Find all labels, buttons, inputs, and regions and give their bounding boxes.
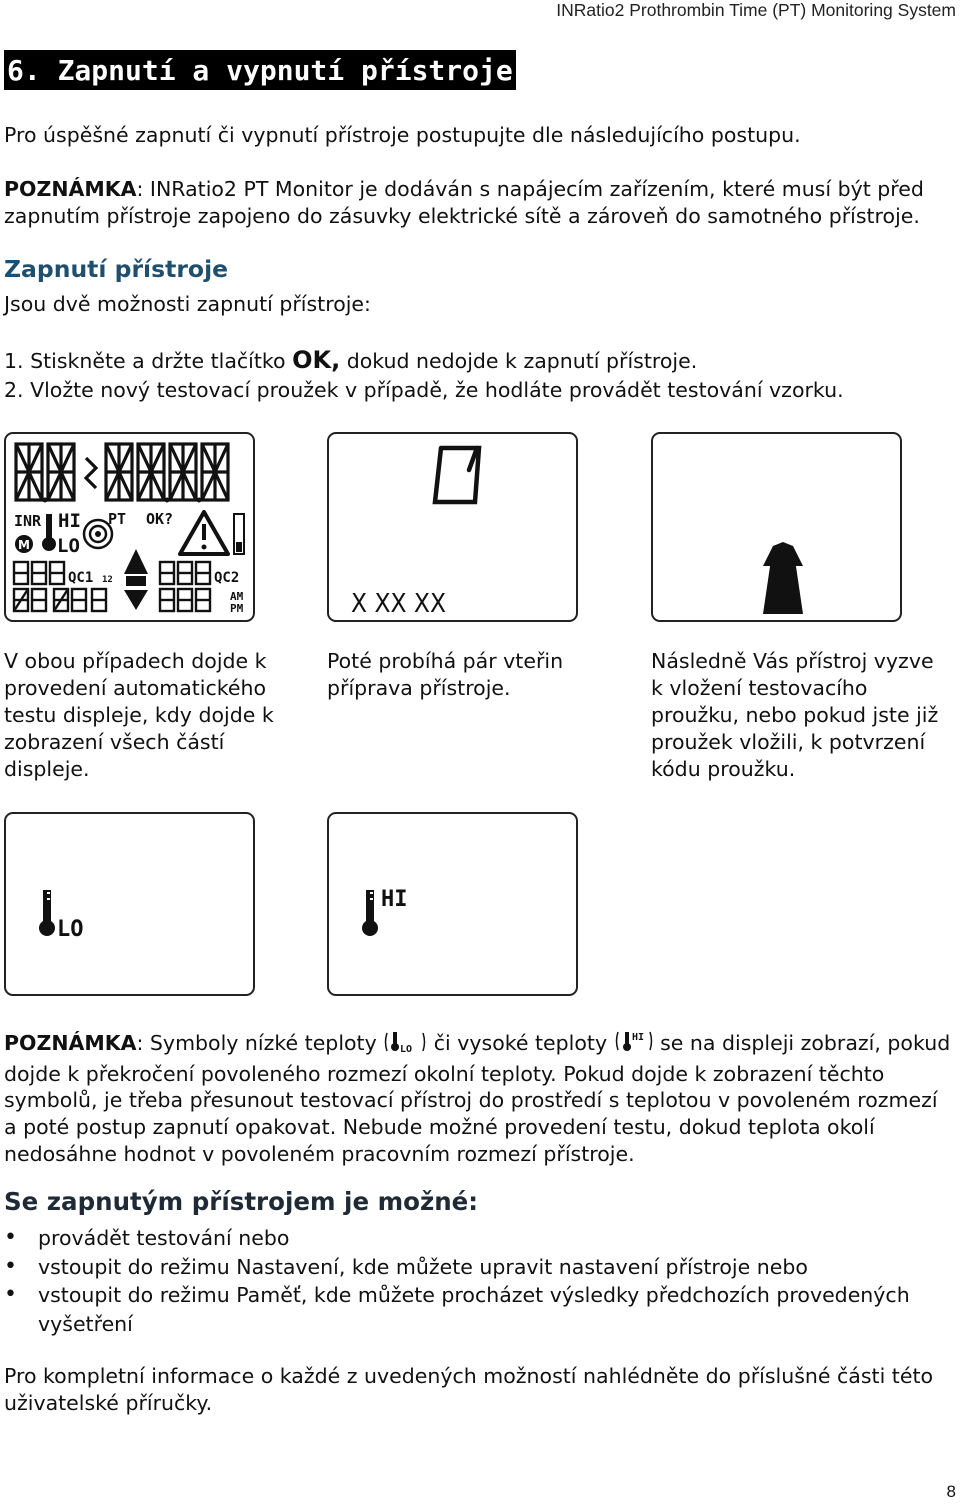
am-label: AM bbox=[230, 590, 244, 603]
note-1-text-cont: zapnutím přístroje zapojeno do zásuvky elektrické sítě a zároveň do samotného přístroje. bbox=[4, 203, 920, 228]
pm-label: PM bbox=[230, 602, 244, 615]
ok-key-label: OK, bbox=[292, 346, 341, 374]
note-2-text-b: či vysoké teploty bbox=[427, 1031, 614, 1055]
note-label: POZNÁMKA bbox=[4, 177, 137, 201]
lcd-preparation-image bbox=[329, 434, 575, 619]
caption-line: Následně Vás přístroj vyzve bbox=[651, 649, 934, 673]
intro-text: Pro úspěšné zapnutí či vypnutí přístroje postupujte dle následujícího postupu. bbox=[4, 123, 801, 147]
ok-label: OK? bbox=[146, 510, 174, 528]
step-1-suffix: dokud nedojde k zapnutí přístroje. bbox=[340, 349, 698, 373]
caption-line: příprava přístroje. bbox=[327, 676, 511, 700]
caption-line: k vložení testovacího bbox=[651, 676, 868, 700]
note-2 bbox=[4, 1028, 956, 1168]
caption-line: proužku, nebo pokud jste již bbox=[651, 703, 939, 727]
caption-insert-strip bbox=[651, 648, 956, 783]
qc2-label: QC2 bbox=[214, 570, 240, 586]
note-1-text: : INRatio2 PT Monitor je dodáván s napájecím zařízením, které musí být před bbox=[136, 177, 924, 201]
note-2-line: dojde k překročení povoleného rozmezí okolní teploty. Pokud dojde k zobrazení těchto bbox=[4, 1061, 885, 1086]
svg-text:HI: HI bbox=[631, 1032, 644, 1043]
options-list bbox=[4, 1224, 944, 1338]
lcd-low-temp-image bbox=[6, 814, 252, 993]
closing-line: uživatelské příručky. bbox=[4, 1390, 213, 1415]
m-badge-label: M bbox=[18, 538, 30, 552]
lo-label: LO bbox=[57, 535, 80, 557]
step-2: 2. Vložte nový testovací proužek v případě, že hodláte provádět testování vzorku. bbox=[4, 378, 844, 402]
hi-label: HI bbox=[58, 510, 81, 532]
low-temp-icon bbox=[383, 1030, 427, 1061]
strip-code-placeholder: X XX XX bbox=[351, 589, 446, 619]
closing-paragraph bbox=[4, 1363, 956, 1416]
caption-line: Poté probíhá pár vteřin bbox=[327, 649, 564, 673]
note-2-line: nedosáhne hodnot v povoleném pracovním rozmezí přístroje. bbox=[4, 1141, 635, 1166]
list-item: • provádět testování nebo bbox=[4, 1224, 944, 1253]
caption-line: V obou případech dojde k bbox=[4, 649, 267, 673]
caption-line: provedení automatického bbox=[4, 676, 267, 700]
caption-line: zobrazení všech částí bbox=[4, 730, 225, 754]
display-full-test bbox=[4, 432, 255, 622]
running-header: INRatio2 Prothrombin Time (PT) Monitoring System bbox=[556, 0, 956, 20]
note-2-line: symbolů, je třeba přesunout testovací přístroj do prostředí s teplotou v povoleném rozmezí bbox=[4, 1088, 938, 1113]
note-1 bbox=[4, 176, 956, 229]
display-preparation bbox=[327, 432, 578, 622]
inr-label: INR bbox=[14, 512, 42, 530]
caption-line: proužek vložili, k potvrzení bbox=[651, 730, 926, 754]
thermometer-icon bbox=[362, 890, 378, 936]
list-item: • vstoupit do režimu Paměť, kde můžete procházet výsledky předchozích provedených vyšetření bbox=[4, 1281, 944, 1338]
pt-label: PT bbox=[108, 510, 127, 528]
hi-indicator: HI bbox=[381, 887, 408, 912]
step-1-prefix: 1. Stiskněte a držte tlačítko bbox=[4, 349, 293, 373]
caption-full-test bbox=[4, 648, 304, 783]
twelve-label: 12 bbox=[102, 575, 113, 585]
svg-text:LO: LO bbox=[400, 1044, 413, 1054]
caption-preparation bbox=[327, 648, 627, 702]
high-temp-icon bbox=[614, 1028, 654, 1061]
closing-line: Pro kompletní informace o každé z uvedených možností nahlédněte do příslušné části této bbox=[4, 1364, 934, 1388]
note-2-line: a poté postup zapnutí opakovat. Nebude možné provedení testu, dokud teplota okolí bbox=[4, 1115, 875, 1140]
lcd-high-temp-image bbox=[329, 814, 575, 993]
chapter-title: 6. Zapnutí a vypnutí přístroje bbox=[4, 50, 516, 90]
section-title-power-on: Zapnutí přístroje bbox=[4, 255, 229, 283]
display-low-temperature bbox=[4, 812, 255, 996]
thermometer-icon bbox=[39, 890, 55, 936]
note-2-text-a: : Symboly nízké teploty bbox=[136, 1031, 384, 1055]
note-2-text-c: se na displeji zobrazí, pokud bbox=[653, 1031, 951, 1055]
list-item: • vstoupit do režimu Nastavení, kde můžete upravit nastavení přístroje nebo bbox=[4, 1253, 944, 1282]
display-high-temperature bbox=[327, 812, 578, 996]
qc1-label: QC1 bbox=[68, 570, 94, 586]
page-number: 8 bbox=[946, 1482, 956, 1501]
caption-line: displeje. bbox=[4, 757, 90, 781]
section-title-enabled: Se zapnutým přístrojem je možné: bbox=[4, 1187, 479, 1216]
caption-line: kódu proužku. bbox=[651, 757, 796, 781]
note-label: POZNÁMKA bbox=[4, 1031, 137, 1055]
strip-insert-icon bbox=[653, 434, 899, 619]
display-insert-strip bbox=[651, 432, 902, 622]
section-subtitle: Jsou dvě možnosti zapnutí přístroje: bbox=[4, 292, 371, 316]
lcd-all-segments-image bbox=[6, 434, 252, 619]
caption-line: testu displeje, kdy dojde k bbox=[4, 703, 274, 727]
lo-indicator: LO bbox=[57, 917, 84, 942]
step-1 bbox=[4, 346, 697, 374]
